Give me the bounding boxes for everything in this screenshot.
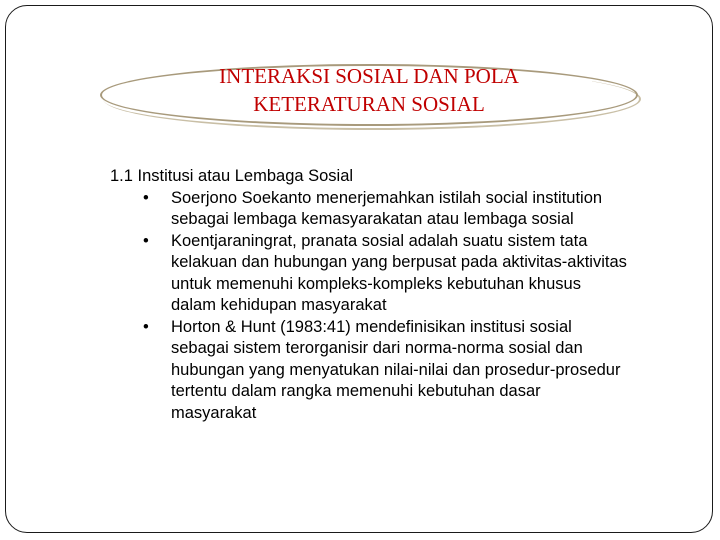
section-heading: 1.1 Institusi atau Lembaga Sosial: [110, 167, 354, 185]
bullet-text: Koentjaraningrat, pranata sosial adalah suatu sistem tata kelakuan dan hubungan yang berpusat pada aktivitas-aktivitas untuk memenuhi kompleks-kompleks kebutuhan khusus dalam kehidupan masyarakat: [171, 231, 627, 314]
bullet-icon: •: [143, 231, 149, 250]
bullet-icon: •: [143, 188, 149, 207]
slide-title-line-1: INTERAKSI SOSIAL DAN POLA: [219, 64, 519, 88]
bullet-text: Soerjono Soekanto menerjemahkan istilah social institution sebagai lembaga kemasyarakatan atau lembaga sosial: [171, 188, 603, 228]
bullet-text: Horton & Hunt (1983:41) mendefinisikan institusi sosial sebagai sistem terorganisir dari norma-norma sosial dan hubungan yang menyatukan nilai-nilai dan prosedur-prosedur tertentu dalam rangka memenuhi kebutuhan dasar masyarakat: [171, 317, 621, 422]
slide-title: [100, 62, 638, 118]
slide-title-line-2: KETERATURAN SOSIAL: [253, 92, 485, 116]
bullet-item-soekanto: [110, 188, 630, 231]
bullet-item-horton-hunt: [110, 317, 630, 425]
bullet-item-koentjaraningrat: [110, 231, 630, 317]
bullet-list: [110, 188, 630, 425]
slide-content: [110, 166, 630, 424]
bullet-icon: •: [143, 317, 149, 336]
